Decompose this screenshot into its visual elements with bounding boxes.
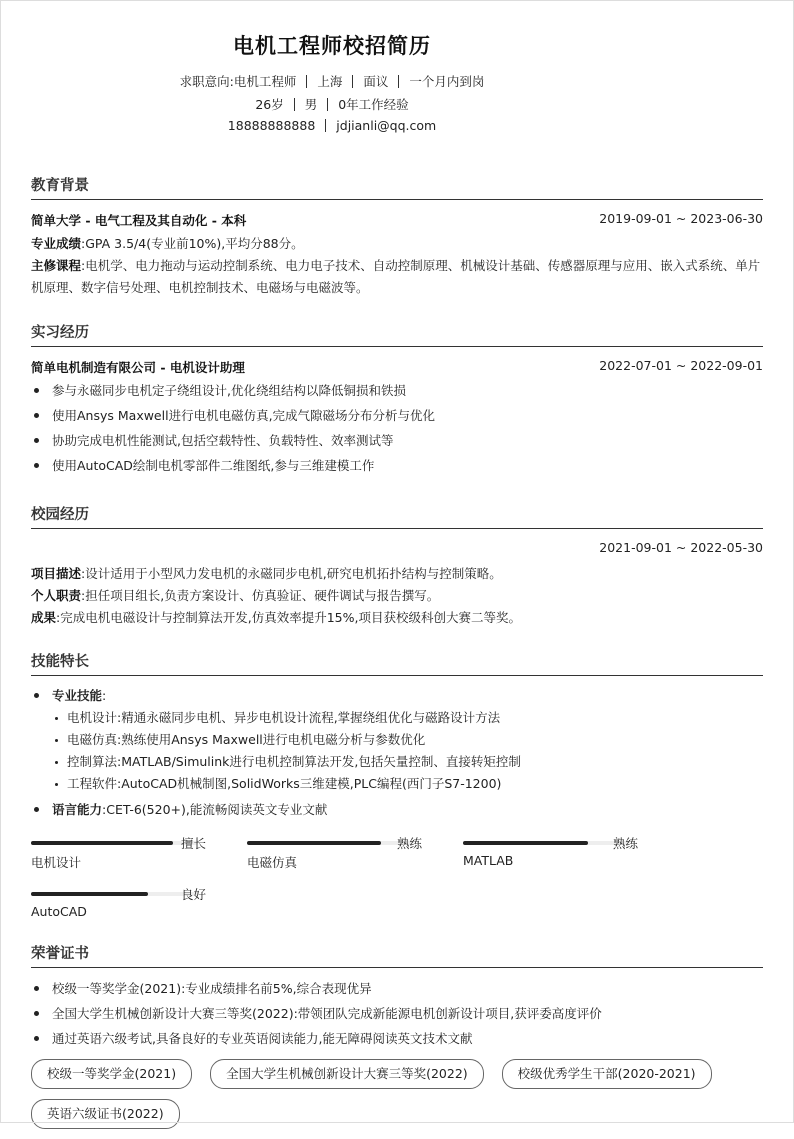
list-item: 参与永磁同步电机定子绕组设计,优化绕组结构以降低铜损和铁损: [31, 381, 763, 406]
skill-bar: [463, 834, 638, 868]
section-title-skills: 技能特长: [31, 650, 763, 676]
internship-date: 2022-07-01 ~ 2022-09-01: [599, 358, 763, 373]
education-courses: [31, 255, 763, 299]
honors-list: [31, 979, 763, 1054]
skill-track: [463, 841, 630, 845]
certificate-tag: 全国大学生机械创新设计大赛三等奖(2022): [210, 1059, 484, 1089]
pro-skill-label: 专业技能: [52, 688, 103, 703]
list-item: 使用Ansys Maxwell进行电机电磁仿真,完成气隙磁场分布分析与优化: [31, 406, 763, 431]
list-item: 协助完成电机性能测试,包括空载特性、负载特性、效率测试等: [31, 431, 763, 456]
phone-value: 18888888888: [227, 118, 316, 133]
separator: [327, 98, 328, 111]
score-label: 专业成绩: [31, 236, 82, 251]
email-link[interactable]: jdjianli@qq.com: [336, 118, 437, 133]
skill-track: [31, 841, 198, 845]
certificate-tag: 校级一等奖学金(2021): [31, 1059, 192, 1089]
list-item: 全国大学生机械创新设计大赛三等奖(2022):带领团队完成新能源电机创新设计项目,获评委高度评价: [31, 1004, 763, 1029]
campus-role: [31, 585, 763, 607]
skills-lang-list: [31, 800, 763, 825]
result-text: :完成电机电磁设计与控制算法开发,仿真效率提升15%,项目获校级科创大赛二等奖。: [56, 610, 521, 625]
skill-track: [31, 892, 198, 896]
list-item: 校级一等奖学金(2021):专业成绩排名前5%,综合表现优异: [31, 979, 763, 1004]
contact-line: [0, 118, 664, 133]
skill-bar: [247, 834, 422, 871]
separator: [325, 119, 326, 132]
score-text: :GPA 3.5/4(专业前10%),平均分88分。: [81, 236, 304, 251]
campus-date: 2021-09-01 ~ 2022-05-30: [599, 540, 763, 555]
courses-text: :电机学、电力拖动与运动控制系统、电力电子技术、自动控制原理、机械设计基础、传感器原理与应用、嵌入式系统、单片机原理、数字信号处理、电机控制技术、电磁场与电磁波等。: [31, 258, 761, 295]
skill-level: 熟练: [396, 836, 422, 851]
pro-skill-colon: :: [102, 688, 107, 703]
availability-value: 一个月内到岗: [409, 74, 485, 89]
skill-fill: [247, 841, 381, 845]
list-item: 电机设计:精通永磁同步电机、异步电机设计流程,掌握绕组优化与磁路设计方法: [52, 708, 752, 730]
skill-fill: [31, 841, 173, 845]
experience-value: 0年工作经验: [338, 97, 409, 112]
certificate-tags: [31, 1059, 771, 1139]
separator: [306, 75, 307, 88]
skill-level: 良好: [180, 887, 206, 902]
education-row: [31, 211, 763, 229]
section-title-education: 教育背景: [31, 174, 763, 200]
role-text: :担任项目组长,负责方案设计、仿真验证、硬件调试与报告撰写。: [81, 588, 440, 603]
list-item: [31, 800, 763, 825]
campus-description: [31, 563, 763, 585]
age-value: 26岁: [255, 97, 284, 112]
result-label: 成果: [31, 610, 57, 625]
separator: [398, 75, 399, 88]
education-date: 2019-09-01 ~ 2023-06-30: [599, 211, 763, 226]
skill-fill: [463, 841, 588, 845]
desc-label: 项目描述: [31, 566, 82, 581]
resume-title: 电机工程师校招简历: [233, 34, 431, 58]
education-score: [31, 233, 763, 255]
job-intent-line: [0, 72, 664, 90]
skill-name: 电机设计: [31, 855, 82, 870]
intent-value: 电机工程师: [233, 74, 297, 89]
skills-sub-list: [52, 708, 752, 796]
lang-label: 语言能力: [52, 802, 103, 817]
skill-fill: [31, 892, 148, 896]
list-item: 通过英语六级考试,具备良好的专业英语阅读能力,能无障碍阅读英文技术文献: [31, 1029, 763, 1054]
internship-list: [31, 381, 763, 481]
courses-label: 主修课程: [31, 258, 82, 273]
list-item: 使用AutoCAD绘制电机零部件二维图纸,参与三维建模工作: [31, 456, 763, 481]
section-title-campus: 校园经历: [31, 503, 763, 529]
skill-level: 擅长: [180, 836, 206, 851]
skill-name: AutoCAD: [31, 904, 87, 919]
section-title-honors: 荣誉证书: [31, 942, 763, 968]
skill-name: 电磁仿真: [247, 855, 298, 870]
intent-label: 求职意向:: [179, 74, 234, 89]
skill-level: 熟练: [612, 836, 638, 851]
separator: [294, 98, 295, 111]
internship-row: [31, 358, 763, 376]
skill-bar: [31, 885, 206, 919]
gender-value: 男: [304, 97, 318, 112]
list-item: 控制算法:MATLAB/Simulink进行电机控制算法开发,包括矢量控制、直接转矩控制: [52, 752, 752, 774]
internship-company-line: 简单电机制造有限公司 - 电机设计助理: [31, 360, 245, 375]
certificate-tag: 英语六级证书(2022): [31, 1099, 180, 1129]
role-label: 个人职责: [31, 588, 82, 603]
lang-text: :CET-6(520+),能流畅阅读英文专业文献: [102, 802, 328, 817]
education-school-line: 简单大学 - 电气工程及其自动化 - 本科: [31, 213, 247, 228]
salary-value: 面议: [363, 74, 389, 89]
skill-bar: [31, 834, 206, 871]
skill-name: MATLAB: [463, 853, 514, 868]
list-item: 电磁仿真:熟练使用Ansys Maxwell进行电机电磁分析与参数优化: [52, 730, 752, 752]
certificate-tag: 校级优秀学生干部(2020-2021): [502, 1059, 712, 1089]
desc-text: :设计适用于小型风力发电机的永磁同步电机,研究电机拓扑结构与控制策略。: [81, 566, 502, 581]
campus-result: [31, 607, 763, 629]
separator: [352, 75, 353, 88]
city-value: 上海: [317, 74, 343, 89]
skill-track: [247, 841, 414, 845]
list-item: 工程软件:AutoCAD机械制图,SolidWorks三维建模,PLC编程(西门子S7-1200): [52, 774, 752, 796]
personal-info-line: [0, 95, 664, 113]
section-title-internship: 实习经历: [31, 321, 763, 347]
